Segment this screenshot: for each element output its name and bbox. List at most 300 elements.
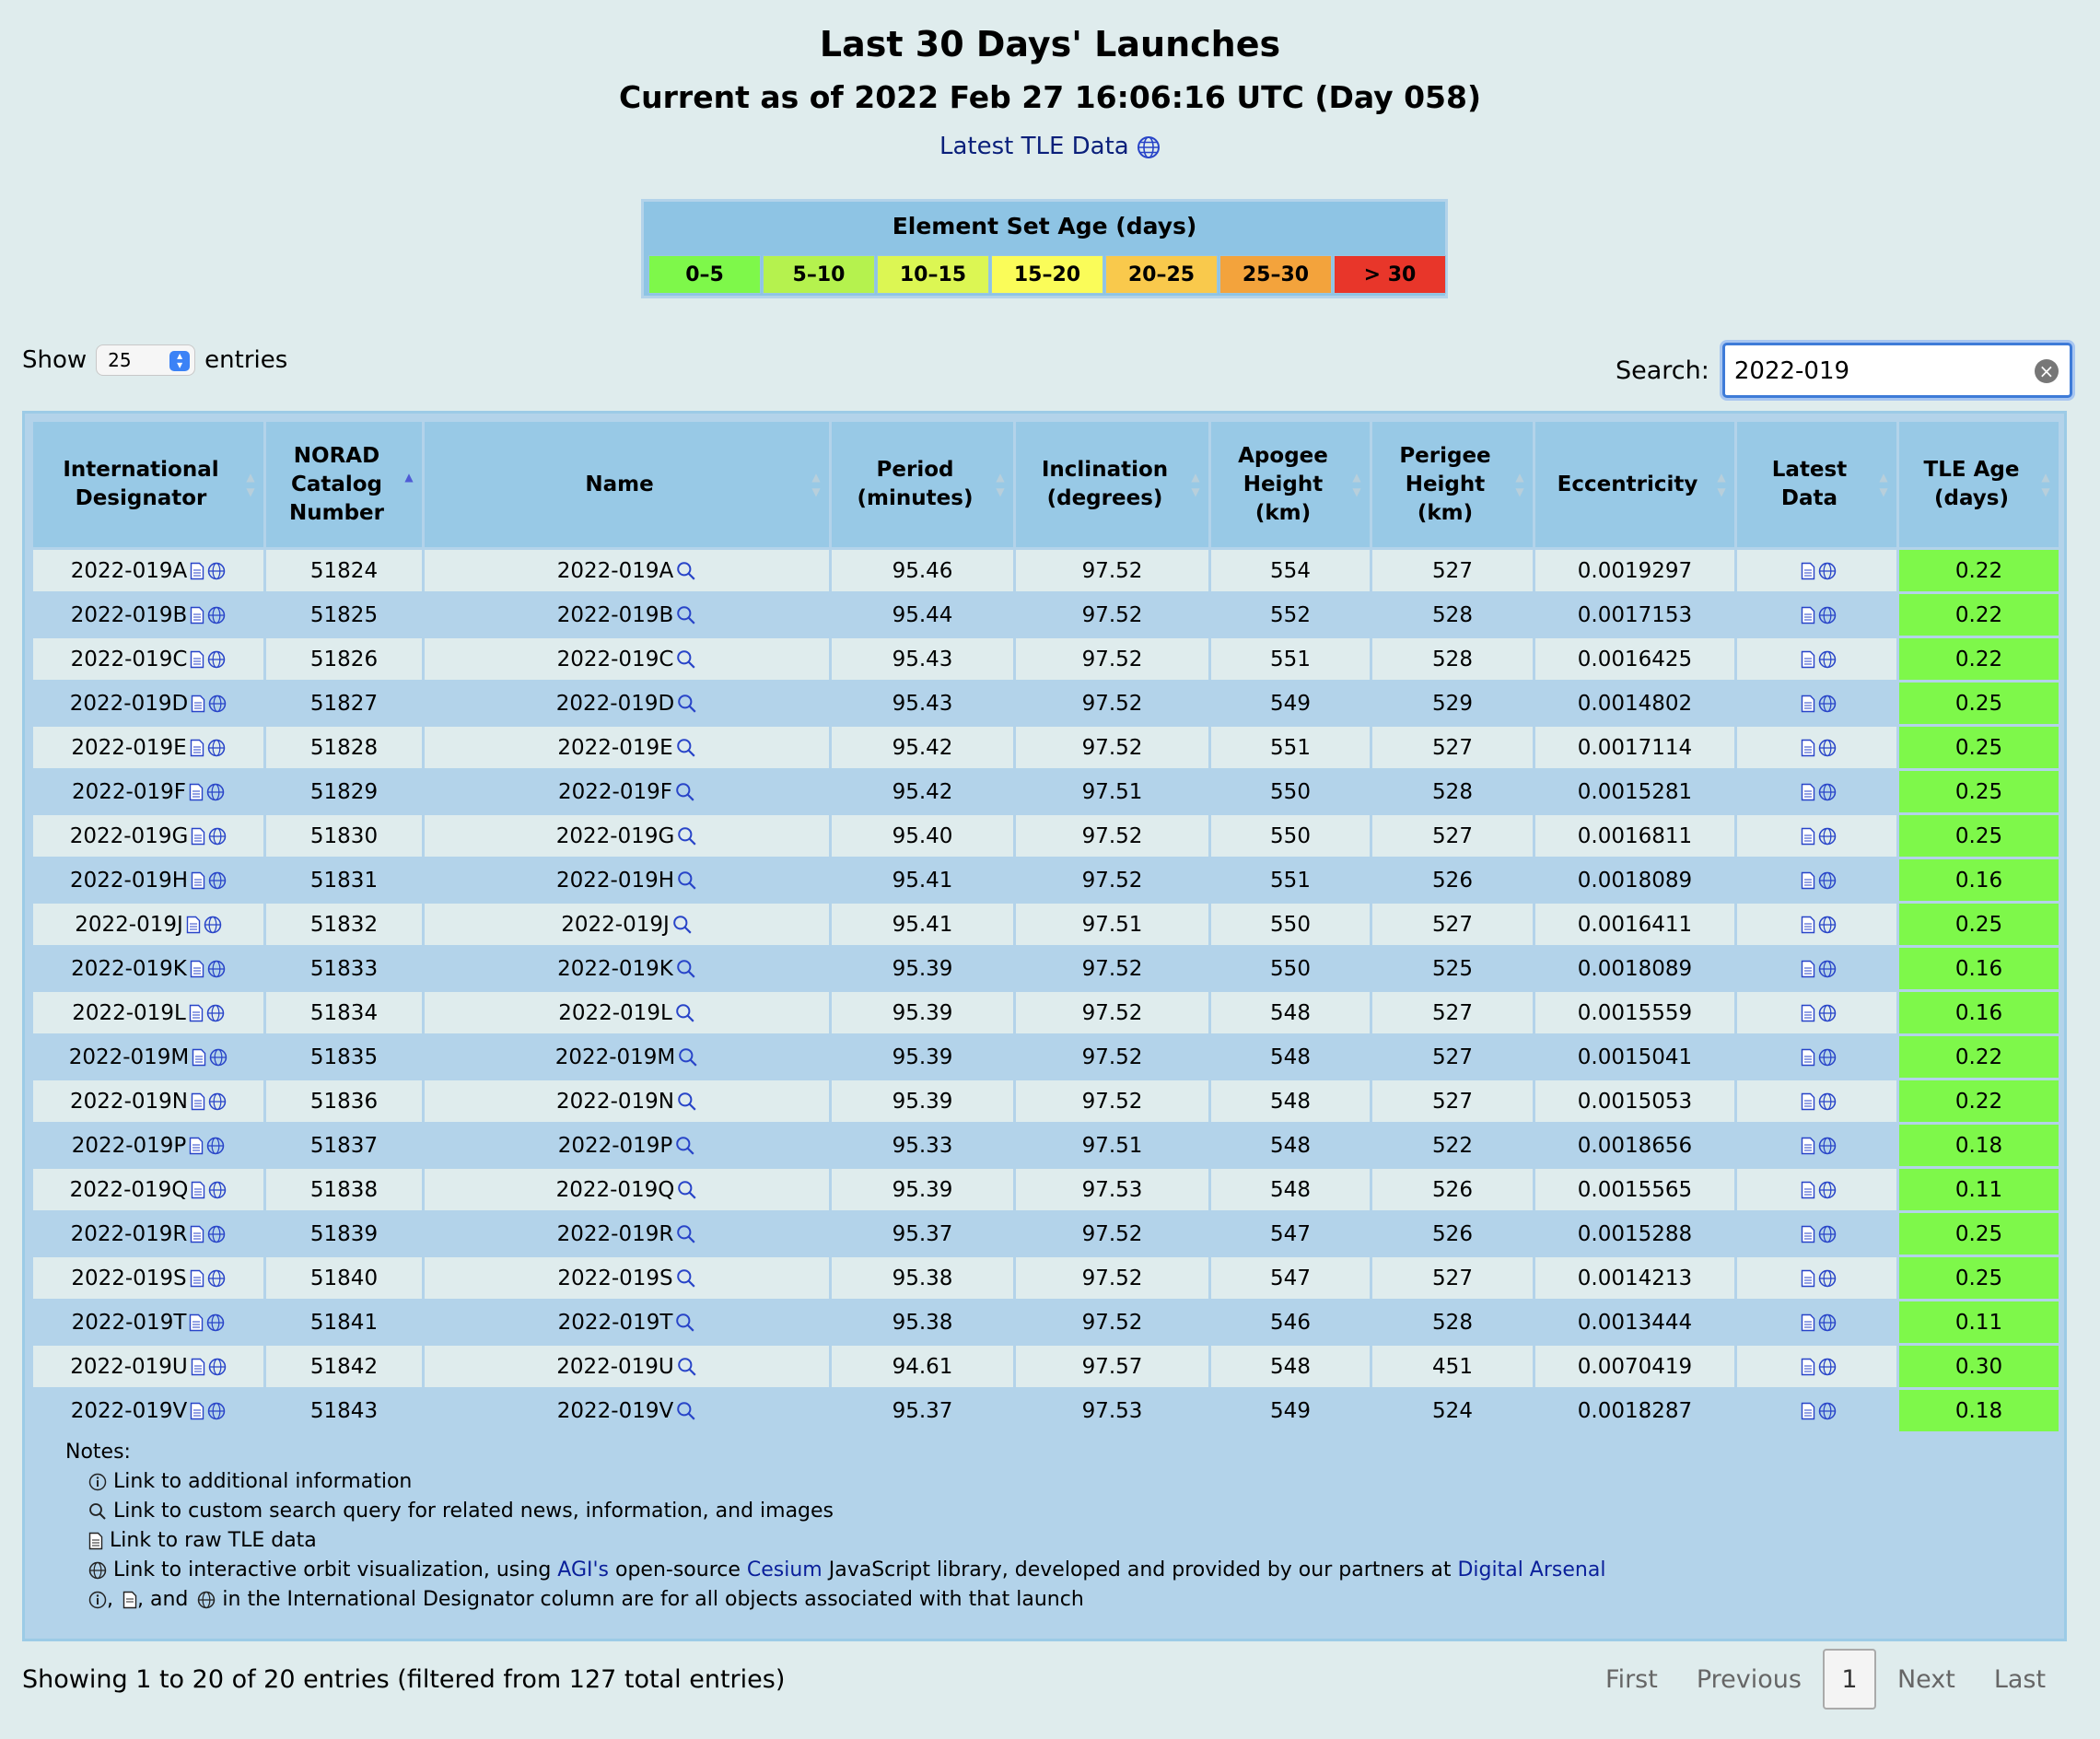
document-icon[interactable] (1801, 1137, 1815, 1155)
cell-inclination: 97.52 (1016, 815, 1208, 857)
globe-icon[interactable] (1818, 1092, 1837, 1111)
name-text: 2022-019A (556, 558, 674, 583)
cell-name (425, 594, 829, 636)
col-latest-data[interactable] (1737, 422, 1896, 547)
name-text: 2022-019L (558, 1000, 672, 1025)
sort-icon: ▲ ▼ (1515, 471, 1524, 498)
document-icon[interactable] (1801, 1358, 1815, 1376)
latest-tle-data-link[interactable] (0, 133, 2100, 160)
document-icon[interactable] (1801, 871, 1815, 890)
cell-perigee: 527 (1372, 815, 1533, 857)
cell-name (425, 1390, 829, 1431)
note-sep-1: , (107, 1588, 113, 1611)
entries-per-page-select[interactable] (96, 344, 195, 376)
search-box[interactable] (1722, 343, 2072, 398)
cell-tle-age: 0.25 (1899, 1213, 2059, 1255)
intl-designator-link[interactable]: 2022-019A (70, 558, 188, 583)
magnifier-icon[interactable] (676, 1268, 696, 1289)
cell-tle-age: 0.16 (1899, 948, 2059, 989)
document-icon[interactable] (189, 1313, 204, 1332)
globe-icon[interactable] (1818, 1048, 1837, 1067)
magnifier-icon[interactable] (677, 694, 697, 714)
cell-latest-data (1737, 1080, 1896, 1122)
intl-designator-link[interactable]: 2022-019J (75, 912, 183, 937)
cell-inclination: 97.52 (1016, 1301, 1208, 1343)
intl-designator-link[interactable]: 2022-019L (72, 1000, 186, 1025)
note-search (65, 1497, 1605, 1526)
name-text: 2022-019F (558, 779, 672, 804)
cell-eccentricity: 0.0016811 (1535, 815, 1734, 857)
cell-latest-data (1737, 992, 1896, 1033)
document-icon[interactable] (190, 1402, 204, 1420)
legend-cell: > 30 (1334, 255, 1446, 294)
document-icon[interactable] (1801, 1181, 1815, 1199)
cell-tle-age: 0.22 (1899, 1080, 2059, 1122)
cell-inclination: 97.52 (1016, 727, 1208, 768)
pagination-next[interactable]: Next (1896, 1664, 1955, 1694)
cell-norad: 51826 (266, 638, 422, 680)
magnifier-icon (88, 1502, 107, 1521)
pagination-last[interactable]: Last (1993, 1664, 2047, 1694)
cell-latest-data (1737, 771, 1896, 812)
search-control (1616, 343, 2072, 398)
cell-norad: 51829 (266, 771, 422, 812)
magnifier-icon[interactable] (677, 1357, 697, 1377)
globe-icon[interactable] (1818, 739, 1837, 757)
cell-inclination: 97.52 (1016, 992, 1208, 1033)
cell-eccentricity: 0.0015565 (1535, 1169, 1734, 1210)
table-row (33, 638, 2059, 680)
legend-cell: 5–10 (763, 255, 875, 294)
globe-icon[interactable] (1818, 1269, 1837, 1288)
globe-icon[interactable] (1818, 783, 1837, 801)
globe-icon[interactable] (207, 562, 226, 580)
document-icon[interactable] (191, 1181, 205, 1199)
document-icon[interactable] (191, 694, 205, 713)
magnifier-icon[interactable] (675, 782, 695, 802)
intl-designator-link[interactable]: 2022-019P (71, 1133, 187, 1158)
document-icon[interactable] (1801, 650, 1815, 669)
cell-apogee: 554 (1211, 550, 1370, 591)
agi-link[interactable]: AGI's (557, 1558, 609, 1581)
sort-icon: ▲ ▼ (996, 471, 1005, 498)
cell-period: 95.39 (832, 1080, 1013, 1122)
search-input[interactable] (1732, 356, 2031, 386)
globe-icon[interactable] (206, 1137, 225, 1155)
intl-designator-link[interactable]: 2022-019B (70, 602, 188, 627)
cell-norad: 51831 (266, 859, 422, 901)
legend-cell: 25–30 (1219, 255, 1332, 294)
intl-designator-link[interactable]: 2022-019Q (69, 1177, 189, 1202)
globe-icon[interactable] (1818, 960, 1837, 978)
magnifier-icon[interactable] (677, 1091, 697, 1112)
name-text: 2022-019J (561, 912, 670, 937)
globe-icon[interactable] (1818, 1225, 1837, 1243)
table-row (33, 1036, 2059, 1078)
cell-inclination: 97.52 (1016, 638, 1208, 680)
cesium-link[interactable]: Cesium (746, 1558, 822, 1581)
intl-designator-link[interactable]: 2022-019R (70, 1221, 188, 1246)
col-label: International Designator (63, 458, 219, 510)
globe-icon[interactable] (206, 1313, 225, 1332)
col-name[interactable] (425, 422, 829, 547)
magnifier-icon[interactable] (675, 1313, 695, 1333)
cell-norad: 51828 (266, 727, 422, 768)
notes-section (65, 1438, 1605, 1615)
clear-search-icon[interactable]: × (2035, 359, 2059, 383)
magnifier-icon[interactable] (676, 1401, 696, 1421)
note-info (65, 1467, 1605, 1497)
table-row (33, 550, 2059, 591)
intl-designator-link[interactable]: 2022-019T (71, 1310, 187, 1335)
magnifier-icon[interactable] (676, 1224, 696, 1244)
globe-icon[interactable] (208, 827, 227, 846)
cell-norad: 51827 (266, 683, 422, 724)
document-icon[interactable] (1801, 1313, 1815, 1332)
magnifier-icon[interactable] (677, 826, 697, 846)
note-designator (65, 1585, 1605, 1615)
legend-cells (648, 255, 1446, 294)
cell-tle-age: 0.11 (1899, 1169, 2059, 1210)
table-row (33, 1257, 2059, 1299)
col-label: Inclination (degrees) (1041, 458, 1169, 510)
globe-icon[interactable] (209, 1048, 228, 1067)
globe-icon[interactable] (206, 1004, 225, 1022)
globe-icon[interactable] (207, 1269, 226, 1288)
cell-name (425, 550, 829, 591)
table-row (33, 1301, 2059, 1343)
cell-eccentricity: 0.0017153 (1535, 594, 1734, 636)
document-icon[interactable] (190, 1225, 204, 1243)
document-icon[interactable] (190, 562, 204, 580)
document-icon[interactable] (191, 871, 205, 890)
intl-designator-link[interactable]: 2022-019N (70, 1089, 188, 1114)
cell-tle-age: 0.22 (1899, 550, 2059, 591)
globe-icon[interactable] (207, 650, 226, 669)
cell-latest-data (1737, 1346, 1896, 1387)
cell-intl-designator (33, 859, 263, 901)
cell-intl-designator (33, 904, 263, 945)
document-icon[interactable] (1801, 694, 1815, 713)
intl-designator-link[interactable]: 2022-019K (71, 956, 187, 981)
cell-perigee: 522 (1372, 1125, 1533, 1166)
globe-icon[interactable] (1137, 135, 1161, 159)
globe-icon[interactable] (208, 871, 227, 890)
cell-intl-designator (33, 594, 263, 636)
name-text: 2022-019S (557, 1266, 673, 1290)
col-label: Eccentricity (1557, 472, 1698, 496)
globe-icon[interactable] (207, 960, 226, 978)
cell-apogee: 551 (1211, 638, 1370, 680)
document-icon[interactable] (1801, 1092, 1815, 1111)
globe-icon[interactable] (1818, 1137, 1837, 1155)
cell-eccentricity: 0.0018089 (1535, 948, 1734, 989)
globe-icon[interactable] (208, 694, 227, 713)
entries-label: entries (204, 346, 288, 374)
cell-tle-age: 0.18 (1899, 1125, 2059, 1166)
magnifier-icon[interactable] (676, 959, 696, 979)
magnifier-icon[interactable] (676, 649, 696, 670)
cell-intl-designator (33, 1257, 263, 1299)
document-icon[interactable] (189, 1137, 204, 1155)
cell-eccentricity: 0.0014213 (1535, 1257, 1734, 1299)
globe-icon[interactable] (207, 606, 226, 624)
pagination (1586, 1649, 2065, 1710)
col-norad-catalog-number[interactable] (266, 422, 422, 547)
document-icon[interactable] (191, 1092, 205, 1111)
magnifier-icon[interactable] (677, 1180, 697, 1200)
intl-designator-link[interactable]: 2022-019C (70, 647, 188, 671)
cell-inclination: 97.52 (1016, 1036, 1208, 1078)
globe-icon[interactable] (1818, 606, 1837, 624)
table-row (33, 815, 2059, 857)
cell-period: 95.42 (832, 727, 1013, 768)
globe-icon[interactable] (206, 783, 225, 801)
document-icon[interactable] (190, 1269, 204, 1288)
magnifier-icon[interactable] (677, 870, 697, 891)
cell-latest-data (1737, 550, 1896, 591)
globe-icon[interactable] (208, 1358, 227, 1376)
intl-designator-link[interactable]: 2022-019V (70, 1398, 188, 1423)
cell-perigee: 525 (1372, 948, 1533, 989)
globe-icon (88, 1561, 107, 1580)
sort-icon: ▲ ▼ (2041, 471, 2050, 498)
launches-table (30, 419, 2061, 1434)
cell-norad: 51830 (266, 815, 422, 857)
globe-icon[interactable] (1818, 562, 1837, 580)
globe-icon[interactable] (1818, 694, 1837, 713)
globe-icon[interactable] (208, 1181, 227, 1199)
document-icon[interactable] (1801, 606, 1815, 624)
entries-per-page-value: 25 (108, 349, 132, 371)
cell-norad: 51842 (266, 1346, 422, 1387)
name-text: 2022-019C (556, 647, 674, 671)
globe-icon[interactable] (208, 1092, 227, 1111)
document-icon[interactable] (1801, 1269, 1815, 1288)
document-icon[interactable] (1801, 827, 1815, 846)
globe-icon[interactable] (1818, 916, 1837, 934)
intl-designator-link[interactable]: 2022-019G (69, 823, 189, 848)
globe-icon[interactable] (1818, 1004, 1837, 1022)
cell-apogee: 547 (1211, 1213, 1370, 1255)
table-row (33, 859, 2059, 901)
col-apogee-height[interactable] (1211, 422, 1370, 547)
document-icon[interactable] (1801, 1225, 1815, 1243)
note-tle (65, 1526, 1605, 1556)
page-subtitle: Current as of 2022 Feb 27 16:06:16 UTC (Day 058) (618, 79, 1482, 115)
col-inclination[interactable] (1016, 422, 1208, 547)
globe-icon[interactable] (207, 1225, 226, 1243)
cell-inclination: 97.53 (1016, 1169, 1208, 1210)
document-icon[interactable] (1801, 1402, 1815, 1420)
magnifier-icon[interactable] (678, 1047, 698, 1068)
col-eccentricity[interactable] (1535, 422, 1734, 547)
globe-icon[interactable] (1818, 1313, 1837, 1332)
intl-designator-link[interactable]: 2022-019D (69, 691, 189, 716)
sort-icon: ▲ ▼ (1717, 471, 1726, 498)
document-icon[interactable] (190, 960, 204, 978)
cell-eccentricity: 0.0015288 (1535, 1213, 1734, 1255)
cell-norad: 51833 (266, 948, 422, 989)
document-icon[interactable] (189, 1004, 204, 1022)
latest-tle-data-label[interactable]: Latest TLE Data (939, 133, 1129, 160)
globe-icon[interactable] (207, 1402, 226, 1420)
cell-latest-data (1737, 815, 1896, 857)
name-text: 2022-019U (556, 1354, 674, 1379)
magnifier-icon[interactable] (676, 738, 696, 758)
cell-name (425, 771, 829, 812)
table-row (33, 1390, 2059, 1431)
col-period[interactable] (832, 422, 1013, 547)
cell-latest-data (1737, 683, 1896, 724)
select-arrows-icon: ▴ ▾ (169, 351, 190, 371)
cell-tle-age: 0.25 (1899, 771, 2059, 812)
name-text: 2022-019R (556, 1221, 674, 1246)
document-icon[interactable] (190, 739, 204, 757)
document-icon[interactable] (1801, 562, 1815, 580)
launches-table-frame (22, 411, 2067, 1641)
info-icon (88, 1473, 107, 1491)
cell-period: 95.46 (832, 550, 1013, 591)
cell-tle-age: 0.25 (1899, 815, 2059, 857)
cell-tle-age: 0.25 (1899, 904, 2059, 945)
intl-designator-link[interactable]: 2022-019U (70, 1354, 188, 1379)
cell-latest-data (1737, 948, 1896, 989)
globe-icon[interactable] (1818, 1181, 1837, 1199)
cell-inclination: 97.52 (1016, 683, 1208, 724)
cell-latest-data (1737, 859, 1896, 901)
intl-designator-link[interactable]: 2022-019S (71, 1266, 187, 1290)
table-row (33, 1346, 2059, 1387)
cell-name (425, 859, 829, 901)
cell-eccentricity: 0.0017114 (1535, 727, 1734, 768)
name-text: 2022-019G (555, 823, 675, 848)
intl-designator-link[interactable]: 2022-019E (71, 735, 187, 760)
intl-designator-link[interactable]: 2022-019M (68, 1045, 190, 1069)
cell-norad: 51824 (266, 550, 422, 591)
cell-apogee: 550 (1211, 904, 1370, 945)
intl-designator-link[interactable]: 2022-019H (69, 868, 189, 893)
document-icon[interactable] (1801, 960, 1815, 978)
cell-latest-data (1737, 1301, 1896, 1343)
cell-latest-data (1737, 1213, 1896, 1255)
document-icon[interactable] (189, 783, 204, 801)
cell-latest-data (1737, 1169, 1896, 1210)
magnifier-icon[interactable] (676, 605, 696, 625)
cell-eccentricity: 0.0015281 (1535, 771, 1734, 812)
cell-apogee: 547 (1211, 1257, 1370, 1299)
magnifier-icon[interactable] (676, 561, 696, 581)
cell-tle-age: 0.22 (1899, 594, 2059, 636)
note-search-text: Link to custom search query for related news, information, and images (113, 1500, 834, 1523)
cell-intl-designator (33, 727, 263, 768)
cell-intl-designator (33, 550, 263, 591)
document-icon[interactable] (1801, 916, 1815, 934)
globe-icon[interactable] (207, 739, 226, 757)
cell-inclination: 97.52 (1016, 594, 1208, 636)
cell-perigee: 528 (1372, 771, 1533, 812)
document-icon[interactable] (1801, 739, 1815, 757)
globe-icon[interactable] (204, 916, 222, 934)
name-text: 2022-019Q (555, 1177, 675, 1202)
cell-perigee: 526 (1372, 1169, 1533, 1210)
note-sep-2: , and (137, 1588, 189, 1611)
cell-inclination: 97.52 (1016, 1080, 1208, 1122)
cell-inclination: 97.52 (1016, 1213, 1208, 1255)
document-icon[interactable] (1801, 1048, 1815, 1067)
globe-icon[interactable] (1818, 1402, 1837, 1420)
col-tle-age[interactable] (1899, 422, 2059, 547)
cell-period: 95.38 (832, 1301, 1013, 1343)
magnifier-icon[interactable] (672, 915, 693, 935)
magnifier-icon[interactable] (675, 1003, 695, 1023)
legend-cell: 10–15 (877, 255, 989, 294)
pagination-previous[interactable]: Previous (1696, 1664, 1802, 1694)
cell-name (425, 815, 829, 857)
document-icon[interactable] (192, 1048, 206, 1067)
cell-tle-age: 0.25 (1899, 727, 2059, 768)
globe-icon[interactable] (1818, 871, 1837, 890)
cell-apogee: 549 (1211, 1390, 1370, 1431)
pagination-page-current[interactable]: 1 (1823, 1649, 1876, 1710)
globe-icon[interactable] (1818, 650, 1837, 669)
cell-name (425, 727, 829, 768)
document-icon[interactable] (1801, 1004, 1815, 1022)
globe-icon[interactable] (1818, 827, 1837, 846)
globe-icon[interactable] (1818, 1358, 1837, 1376)
pagination-first[interactable]: First (1605, 1664, 1658, 1694)
cell-tle-age: 0.25 (1899, 1257, 2059, 1299)
cell-perigee: 526 (1372, 859, 1533, 901)
col-label: Period (minutes) (857, 458, 974, 510)
cell-norad: 51832 (266, 904, 422, 945)
magnifier-icon[interactable] (675, 1136, 695, 1156)
cell-norad: 51837 (266, 1125, 422, 1166)
name-text: 2022-019B (556, 602, 674, 627)
document-icon[interactable] (1801, 783, 1815, 801)
document-icon (122, 1591, 137, 1609)
sort-icon: ▲ ▼ (1352, 471, 1361, 498)
table-row (33, 727, 2059, 768)
cell-intl-designator (33, 638, 263, 680)
name-text: 2022-019T (557, 1310, 673, 1335)
table-body (33, 550, 2059, 1431)
cell-intl-designator (33, 1346, 263, 1387)
cell-intl-designator (33, 1169, 263, 1210)
table-row (33, 1125, 2059, 1166)
digital-arsenal-link[interactable]: Digital Arsenal (1457, 1558, 1606, 1581)
cell-perigee: 524 (1372, 1390, 1533, 1431)
table-row (33, 594, 2059, 636)
document-icon[interactable] (191, 1358, 205, 1376)
col-perigee-height[interactable] (1372, 422, 1533, 547)
cell-perigee: 526 (1372, 1213, 1533, 1255)
cell-perigee: 528 (1372, 638, 1533, 680)
cell-apogee: 550 (1211, 948, 1370, 989)
cell-inclination: 97.52 (1016, 550, 1208, 591)
cell-eccentricity: 0.0015041 (1535, 1036, 1734, 1078)
document-icon[interactable] (190, 606, 204, 624)
table-row (33, 1213, 2059, 1255)
document-icon[interactable] (186, 916, 201, 934)
intl-designator-link[interactable]: 2022-019F (72, 779, 186, 804)
table-header-row (33, 422, 2059, 547)
document-icon[interactable] (191, 827, 205, 846)
cell-norad: 51825 (266, 594, 422, 636)
col-international-designator[interactable] (33, 422, 263, 547)
cell-perigee: 451 (1372, 1346, 1533, 1387)
document-icon[interactable] (190, 650, 204, 669)
